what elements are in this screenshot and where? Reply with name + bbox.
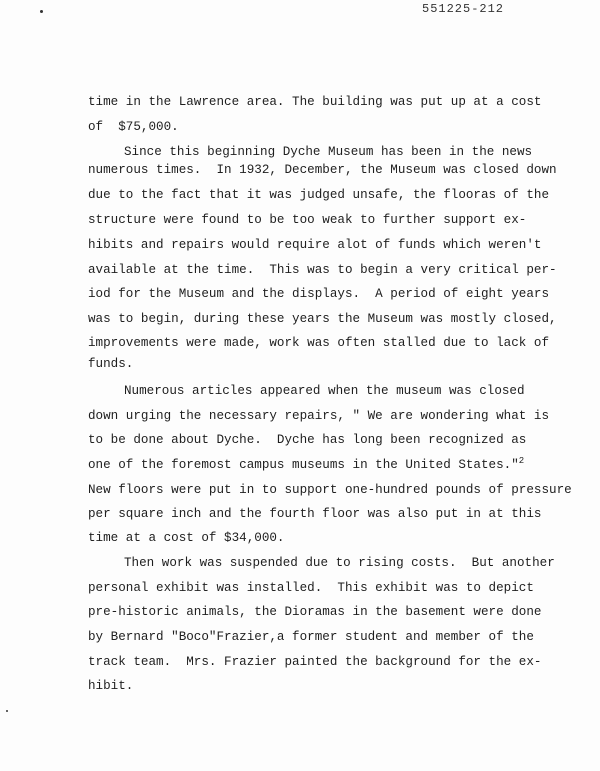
text-line: New floors were put in to support one-hundred pounds of pressure bbox=[88, 483, 572, 497]
text-line: hibits and repairs would require alot of funds which weren't bbox=[88, 238, 542, 252]
text-line: due to the fact that it was judged unsafe, the flooras of the bbox=[88, 188, 550, 202]
text-line: funds. bbox=[88, 357, 134, 371]
text-line: to be done about Dyche. Dyche has long been recognized as bbox=[88, 433, 527, 447]
text-line: structure were found to be too weak to further support ex- bbox=[88, 213, 527, 227]
text-line: available at the time. This was to begin a very critical per- bbox=[88, 263, 557, 277]
text-line: iod for the Museum and the displays. A period of eight years bbox=[88, 287, 550, 301]
text-line: time at a cost of $34,000. bbox=[88, 531, 285, 545]
text-line: Then work was suspended due to rising costs. But another bbox=[124, 556, 555, 570]
text-line: hibit. bbox=[88, 679, 134, 693]
text-line: Since this beginning Dyche Museum has been in the news bbox=[124, 145, 533, 159]
text-line: one of the foremost campus museums in the United States." bbox=[88, 458, 519, 472]
footnote-mark: 2 bbox=[518, 456, 525, 466]
text-line-with-footnote bbox=[88, 457, 524, 473]
text-line: personal exhibit was installed. This exhibit was to depict bbox=[88, 581, 534, 595]
text-line: by Bernard "Boco"Frazier,a former student and member of the bbox=[88, 630, 534, 644]
text-line: improvements were made, work was often stalled due to lack of bbox=[88, 336, 550, 350]
text-line: numerous times. In 1932, December, the Museum was closed down bbox=[88, 163, 557, 177]
text-line: Numerous articles appeared when the museum was closed bbox=[124, 384, 525, 398]
text-line: track team. Mrs. Frazier painted the background for the ex- bbox=[88, 655, 542, 669]
text-line: time in the Lawrence area. The building was put up at a cost bbox=[88, 95, 542, 109]
scan-speck bbox=[40, 10, 43, 13]
page-id-stamp: 551225-212 bbox=[422, 2, 505, 16]
text-line: down urging the necessary repairs, " We are wondering what is bbox=[88, 409, 550, 423]
text-line: per square inch and the fourth floor was also put in at this bbox=[88, 507, 542, 521]
scan-speck bbox=[6, 710, 8, 712]
text-line: pre-historic animals, the Dioramas in the basement were done bbox=[88, 605, 542, 619]
text-line: was to begin, during these years the Museum was mostly closed, bbox=[88, 312, 557, 326]
text-line: of $75,000. bbox=[88, 120, 179, 134]
